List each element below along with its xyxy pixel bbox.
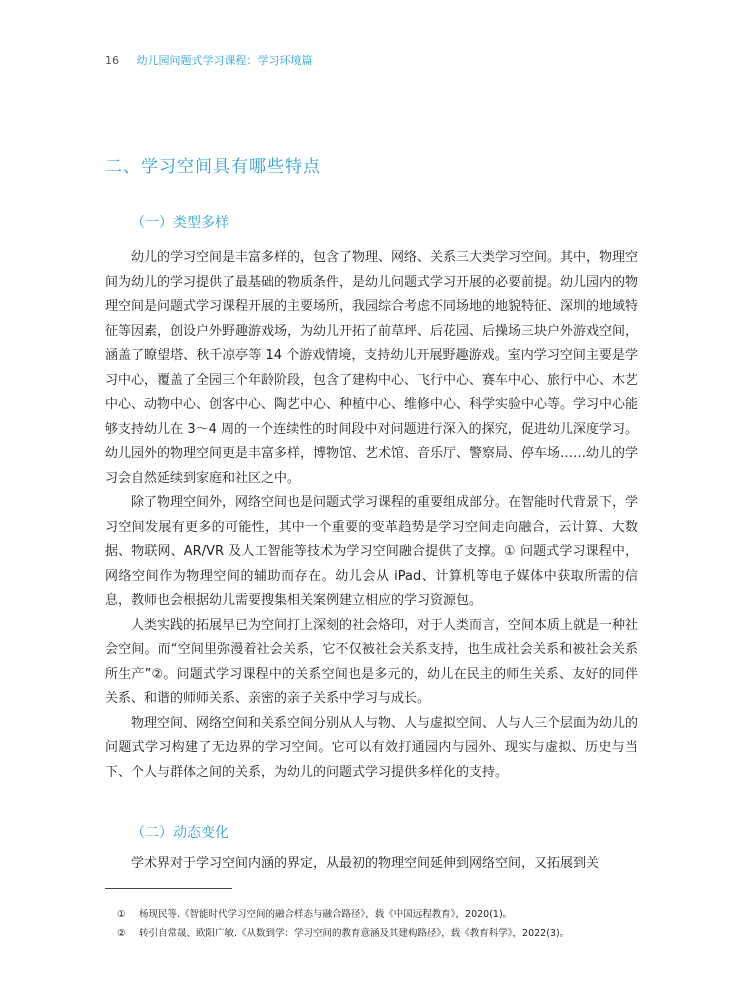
footnote [117,905,569,924]
page-number: 16 [105,54,119,67]
subsection-title-1: （一）类型多样 [131,215,229,231]
section-title: 二、学习空间具有哪些特点 [105,157,321,177]
book-title: 幼儿园问题式学习课程：学习环境篇 [136,54,313,67]
footnote-rule [105,888,232,889]
subsection-title-2: （二）动态变化 [131,825,229,841]
footnote-mark: ② [117,928,126,939]
footnote [117,924,569,943]
footnote-text: 杨现民等.《智能时代学习空间的融合样态与融合路径》，载《中国远程教育》，2020(1)。 [139,909,513,920]
paragraph: 人类实践的拓展早已为空间打上深刻的社会烙印，对于人类而言，空间本质上就是一种社会空间。而“空间里弥漫着社会关系，它不仅被社会关系支持，也生成社会关系和被社会关系所生产”②。问题式学习课程中的关系空间也是多元的，幼儿在民主的师生关系、友好的同伴关系、和谐的师师关系、亲密的亲子关系中学习与成长。 [105,617,639,706]
paragraph: 学术界对于学习空间内涵的界定，从最初的物理空间延伸到网络空间，又拓展到关 [131,856,600,871]
footnote-text: 转引自常晟、欧阳广敏.《从数到学：学习空间的教育意涵及其建构路径》，载《教育科学》，2022(3)。 [139,928,570,939]
paragraph: 物理空间、网络空间和关系空间分别从人与物、人与虚拟空间、人与人三个层面为幼儿的问题式学习构建了无边界的学习空间。它可以有效打通园内与园外、现实与虚拟、历史与当下、个人与群体之间的关系，为幼儿的问题式学习提供多样化的支持。 [105,715,639,780]
running-header [105,52,313,68]
paragraph: 幼儿的学习空间是丰富多样的，包含了物理、网络、关系三大类学习空间。其中，物理空间为幼儿的学习提供了最基础的物质条件，是幼儿问题式学习开展的必要前提。幼儿园内的物理空间是问题式学习课程开展的主要场所，我园综合考虑不同场地的地貌特征、深圳的地域特征等因素，创设户外野趣游戏场，为幼儿开拓了前草坪、后花园、后操场三块户外游戏空间，涵盖了瞭望塔、秋千凉亭等 14 个游戏情境，支持幼儿开展野趣游戏。室内学习空间主要是学习中心，覆盖了全园三个年龄阶段，包含了建构中心、飞行中心、赛车中心、旅行中心、木艺中心、动物中心、创客中心、陶艺中心、种植中心、维修中心、科学实验中心等。学习中心能够支持幼儿在 3～4 周的一个连续性的时间段中对问题进行深入的探究，促进幼儿深度学习。幼儿园外的物理空间更是丰富多样，博物馆、艺术馆、音乐厅、警察局、停车场……幼儿的学习会自然延续到家庭和社区之中。 [105,250,639,486]
body-block-2 [105,852,638,877]
footnotes [117,905,569,943]
paragraph: 除了物理空间外，网络空间也是问题式学习课程的重要组成部分。在智能时代背景下，学习空间发展有更多的可能性，其中一个重要的变革趋势是学习空间走向融合，云计算、大数据、物联网、AR/VR 及人工智能等技术为学习空间融合提供了支撑。① 问题式学习课程中，网络空间作为物理空间的辅助而存在。幼儿会从 iPad、计算机等电子媒体中获取所需的信息，教师也会根据幼儿需要搜集相关案例建立相应的学习资源包。 [105,495,639,608]
footnote-mark: ① [117,909,126,920]
body-block-1 [105,246,638,785]
